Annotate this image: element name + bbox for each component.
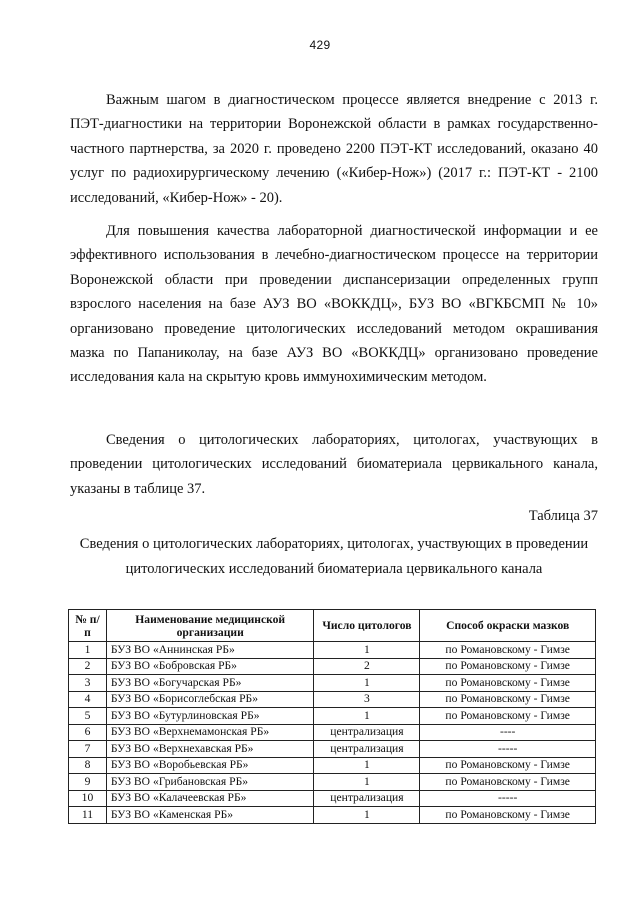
header-method: Способ окраски мазков <box>420 610 596 642</box>
table-row <box>69 774 596 791</box>
header-org: Наименование медицинской организации <box>106 610 314 642</box>
cell-num: 9 <box>69 774 107 791</box>
cell-method: ----- <box>420 741 596 758</box>
cell-num: 4 <box>69 691 107 708</box>
cell-method: по Романовскому - Гимзе <box>420 807 596 824</box>
cell-org: БУЗ ВО «Воробьевская РБ» <box>106 757 314 774</box>
cell-count: 1 <box>314 757 420 774</box>
cell-count: 1 <box>314 708 420 725</box>
cell-num: 10 <box>69 790 107 807</box>
cell-org: БУЗ ВО «Аннинская РБ» <box>106 642 314 659</box>
cell-count: 1 <box>314 642 420 659</box>
cell-num: 8 <box>69 757 107 774</box>
cytology-labs-table <box>68 609 596 824</box>
cell-method: по Романовскому - Гимзе <box>420 774 596 791</box>
cell-method: по Романовскому - Гимзе <box>420 658 596 675</box>
cell-org: БУЗ ВО «Верхнемамонская РБ» <box>106 724 314 741</box>
page-number: 429 <box>309 38 331 52</box>
cell-method: ----- <box>420 790 596 807</box>
table-label: Таблица 37 <box>528 508 598 524</box>
paragraph-table-reference: Сведения о цитологических лабораториях, цитологах, участвующих в проведении цитологических исследований биоматериала цервикального канала, указаны в таблице 37. <box>70 432 598 497</box>
table-caption: Сведения о цитологических лабораториях, цитологах, участвующих в проведении цитологических исследований биоматериала цервикального канала <box>79 536 589 577</box>
cell-count: централизация <box>314 741 420 758</box>
table-row <box>69 807 596 824</box>
cell-num: 11 <box>69 807 107 824</box>
cell-method: по Романовскому - Гимзе <box>420 642 596 659</box>
cell-count: 1 <box>314 774 420 791</box>
cell-org: БУЗ ВО «Бобровская РБ» <box>106 658 314 675</box>
paragraph-pet-diagnostics: Важным шагом в диагностическом процессе является внедрение с 2013 г. ПЭТ-диагностики на территории Воронежской области в рамках государственно-частного партнерства, за 2020 г. проведено 2200 ПЭТ-КТ исследований, оказано 40 услуг по радиохирургическому лечению («Кибер-Нож») (2017 г.: ПЭТ-КТ - 2100 исследований, «Кибер-Нож» - 20). <box>70 92 598 206</box>
table-row <box>69 741 596 758</box>
cell-num: 5 <box>69 708 107 725</box>
table-row <box>69 675 596 692</box>
cell-org: БУЗ ВО «Борисоглебская РБ» <box>106 691 314 708</box>
header-count: Число цитологов <box>314 610 420 642</box>
table-row <box>69 790 596 807</box>
header-num: № п/п <box>69 610 107 642</box>
cell-method: ---- <box>420 724 596 741</box>
cell-count: 3 <box>314 691 420 708</box>
cell-count: 1 <box>314 675 420 692</box>
cell-count: 1 <box>314 807 420 824</box>
cell-method: по Романовскому - Гимзе <box>420 675 596 692</box>
paragraph-lab-quality: Для повышения качества лабораторной диагностической информации и ее эффективного использования в лечебно-диагностическом процессе на территории Воронежской области при проведении диспансеризации определенных групп взрослого населения на базе АУЗ ВО «ВОККДЦ», БУЗ ВО «ВГКБСМП № 10» организовано проведение цитологических исследований методом окрашивания мазка по Папаниколау, на базе АУЗ ВО «ВОККДЦ» организовано проведение исследования кала на скрытую кровь иммунохимическим методом. <box>70 223 598 386</box>
cell-num: 6 <box>69 724 107 741</box>
cell-count: 2 <box>314 658 420 675</box>
cell-num: 2 <box>69 658 107 675</box>
cell-org: БУЗ ВО «Бутурлиновская РБ» <box>106 708 314 725</box>
cell-num: 1 <box>69 642 107 659</box>
cell-org: БУЗ ВО «Верхнехавская РБ» <box>106 741 314 758</box>
cell-org: БУЗ ВО «Калачеевская РБ» <box>106 790 314 807</box>
cell-method: по Романовскому - Гимзе <box>420 757 596 774</box>
table-row <box>69 642 596 659</box>
cell-org: БУЗ ВО «Богучарская РБ» <box>106 675 314 692</box>
cell-method: по Романовскому - Гимзе <box>420 708 596 725</box>
cell-count: централизация <box>314 790 420 807</box>
cell-num: 3 <box>69 675 107 692</box>
table-row <box>69 757 596 774</box>
table-row <box>69 658 596 675</box>
table-header-row <box>69 610 596 642</box>
cell-method: по Романовскому - Гимзе <box>420 691 596 708</box>
cell-org: БУЗ ВО «Каменская РБ» <box>106 807 314 824</box>
table-row <box>69 724 596 741</box>
cell-org: БУЗ ВО «Грибановская РБ» <box>106 774 314 791</box>
table-row <box>69 691 596 708</box>
table-row <box>69 708 596 725</box>
cell-num: 7 <box>69 741 107 758</box>
cell-count: централизация <box>314 724 420 741</box>
